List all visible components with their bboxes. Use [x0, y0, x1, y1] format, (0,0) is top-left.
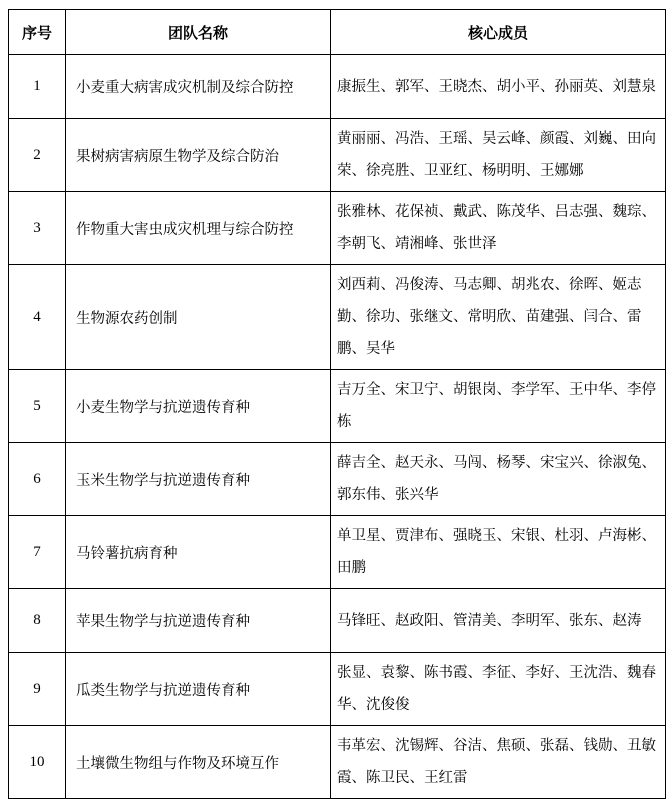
team-name: 土壤微生物组与作物及环境互作 [66, 726, 331, 799]
team-name: 苹果生物学与抗逆遗传育种 [66, 589, 331, 653]
team-table [8, 9, 666, 799]
table-row [9, 265, 666, 370]
row-num: 3 [9, 192, 66, 265]
row-num: 8 [9, 589, 66, 653]
row-num: 2 [9, 119, 66, 192]
team-name: 果树病害病原生物学及综合防治 [66, 119, 331, 192]
row-num: 9 [9, 653, 66, 726]
team-name: 瓜类生物学与抗逆遗传育种 [66, 653, 331, 726]
table-row [9, 55, 666, 119]
team-members: 黄丽丽、冯浩、王瑶、吴云峰、颜霞、刘巍、田向荣、徐亮胜、卫亚红、杨明明、王娜娜 [331, 119, 666, 192]
row-num: 4 [9, 265, 66, 370]
team-name: 小麦重大病害成灾机制及综合防控 [66, 55, 331, 119]
team-members: 韦革宏、沈锡辉、谷洁、焦硕、张磊、钱勋、丑敏霞、陈卫民、王红雷 [331, 726, 666, 799]
team-members: 张雅林、花保祯、戴武、陈茂华、吕志强、魏琮、李朝飞、靖湘峰、张世泽 [331, 192, 666, 265]
row-num: 5 [9, 370, 66, 443]
header-team-name: 团队名称 [66, 10, 331, 55]
table-row [9, 370, 666, 443]
table-row [9, 119, 666, 192]
table-row [9, 192, 666, 265]
header-members: 核心成员 [331, 10, 666, 55]
team-members: 薛吉全、赵天永、马闯、杨琴、宋宝兴、徐淑兔、郭东伟、张兴华 [331, 443, 666, 516]
team-members: 单卫星、贾津布、强晓玉、宋银、杜羽、卢海彬、田鹏 [331, 516, 666, 589]
team-name: 玉米生物学与抗逆遗传育种 [66, 443, 331, 516]
team-name: 作物重大害虫成灾机理与综合防控 [66, 192, 331, 265]
row-num: 6 [9, 443, 66, 516]
team-members: 马锋旺、赵政阳、管清美、李明军、张东、赵涛 [331, 589, 666, 653]
table-row [9, 589, 666, 653]
row-num: 10 [9, 726, 66, 799]
table-row [9, 653, 666, 726]
team-members: 康振生、郭军、王晓杰、胡小平、孙丽英、刘慧泉 [331, 55, 666, 119]
header-row [9, 10, 666, 55]
team-members: 张显、袁黎、陈书霞、李征、李好、王沈浩、魏春华、沈俊俊 [331, 653, 666, 726]
row-num: 1 [9, 55, 66, 119]
header-num: 序号 [9, 10, 66, 55]
team-name: 生物源农药创制 [66, 265, 331, 370]
team-members: 吉万全、宋卫宁、胡银岗、李学军、王中华、李停栋 [331, 370, 666, 443]
table-row [9, 516, 666, 589]
team-members: 刘西莉、冯俊涛、马志卿、胡兆农、徐晖、姬志勤、徐功、张继文、常明欣、苗建强、闫合、雷鹏、吴华 [331, 265, 666, 370]
table-row [9, 443, 666, 516]
table-row [9, 726, 666, 799]
row-num: 7 [9, 516, 66, 589]
team-name: 马铃薯抗病育种 [66, 516, 331, 589]
team-name: 小麦生物学与抗逆遗传育种 [66, 370, 331, 443]
